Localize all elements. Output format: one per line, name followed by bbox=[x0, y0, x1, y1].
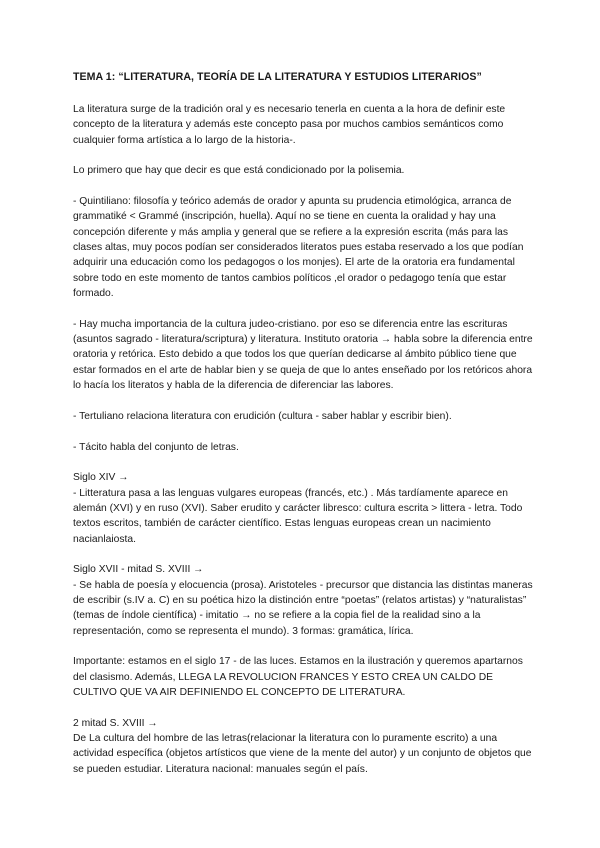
paragraph-polysemy: Lo primero que hay que decir es que está condicionado por la polisemia. bbox=[73, 165, 405, 177]
paragraph-importante: Importante: estamos en el siglo 17 - de las luces. Estamos en la ilustración y queremos apartarnos del clasismo. Además, LLEGA LA REVOLUCION FRANCES Y ESTO CREA UN CALDO DE CULTIVO QUE VA AIR DEFINIENDO EL CONCEPTO DE LITERATURA. bbox=[73, 656, 523, 698]
paragraph-tacito: - Tácito habla del conjunto de letras. bbox=[73, 441, 239, 453]
section-heading-siglo-xiv: Siglo XIV → bbox=[73, 472, 129, 484]
paragraph-siglo-xvii: - Se habla de poesía y elocuencia (prosa). Aristoteles - precursor que distancia las distintas maneras de escribir (s.IV a. C) en su poética hizo la distinción entre “poetas” (relatos artistas) y “naturalistas” (temas de índole científica) - imitatio → no se refiere a la copia fiel de la realidad sino a la representación, como se representa el mundo). 3 formas: gramática, lírica. bbox=[73, 579, 533, 637]
paragraph-judeo-cristiano: - Hay mucha importancia de la cultura judeo-cristiano. por eso se diferencia entre las escrituras (asuntos sagrado - literatura/scriptura) y literatura. Instituto oratoria → habla sobre la diferencia entre oratoria y retórica. Esto debido a que todos los que querían dedicarse al ámbito público tiene que estar formados en el arte de hablar bien y se queja de que lo antes enseñado por los retóricos ahora lo hacía los literatos y habla de la diferencia de diferenciar las labores. bbox=[73, 318, 533, 391]
paragraph-intro: La literatura surge de la tradición oral y es necesario tenerla en cuenta a la hora de definir este concepto de la literatura y además este concepto pasa por muchos cambios semánticos como cualquier forma artística a lo largo de la historia-. bbox=[73, 104, 506, 146]
document-title: TEMA 1: “LITERATURA, TEORÍA DE LA LITERATURA Y ESTUDIOS LITERARIOS” bbox=[73, 71, 482, 83]
document-page bbox=[73, 70, 533, 792]
section-heading-siglo-xvii: Siglo XVII - mitad S. XVIII → bbox=[73, 564, 204, 576]
paragraph-siglo-xiv: - Litteratura pasa a las lenguas vulgares europeas (francés, etc.) . Más tardíamente aparece en alemán (XVI) y en ruso (XVI). Saber erudito y carácter libresco: cultura escrita > littera - letra. Todo textos escritos, también de carácter científico. Estas lenguas europeas crean un nacimiento nacianlaiosta. bbox=[73, 487, 523, 545]
paragraph-quintiliano: - Quintiliano: filosofía y teórico además de orador y apunta su prudencia etimológica, arranca de grammatiké < Grammé (inscripción, huella). Aquí no se tiene en cuenta la oralidad y hay una concepción diferente y más amplia y general que se refiere a la expresión escrita (más para las clases altas, muy pocos podían ser considerados literatos pues estaba reservado a los que podían adquirir una educación como los pedagogos o los monjes). El arte de la oratoria era fundamental sobre todo en este momento de tantos cambios políticos ,el orador o pedagogo tenía que estar formado. bbox=[73, 196, 524, 299]
section-heading-siglo-xviii: 2 mitad S. XVIII → bbox=[73, 717, 158, 729]
paragraph-tertuliano: - Tertuliano relaciona literatura con erudición (cultura - saber hablar y escribir bien). bbox=[73, 410, 452, 422]
paragraph-siglo-xviii: De La cultura del hombre de las letras(relacionar la literatura con lo puramente escrito) a una actividad específica (objetos artísticos que viene de la mente del autor) y un conjunto de objetos que se pueden estudiar. Literatura nacional: manuales según el país. bbox=[73, 733, 532, 775]
